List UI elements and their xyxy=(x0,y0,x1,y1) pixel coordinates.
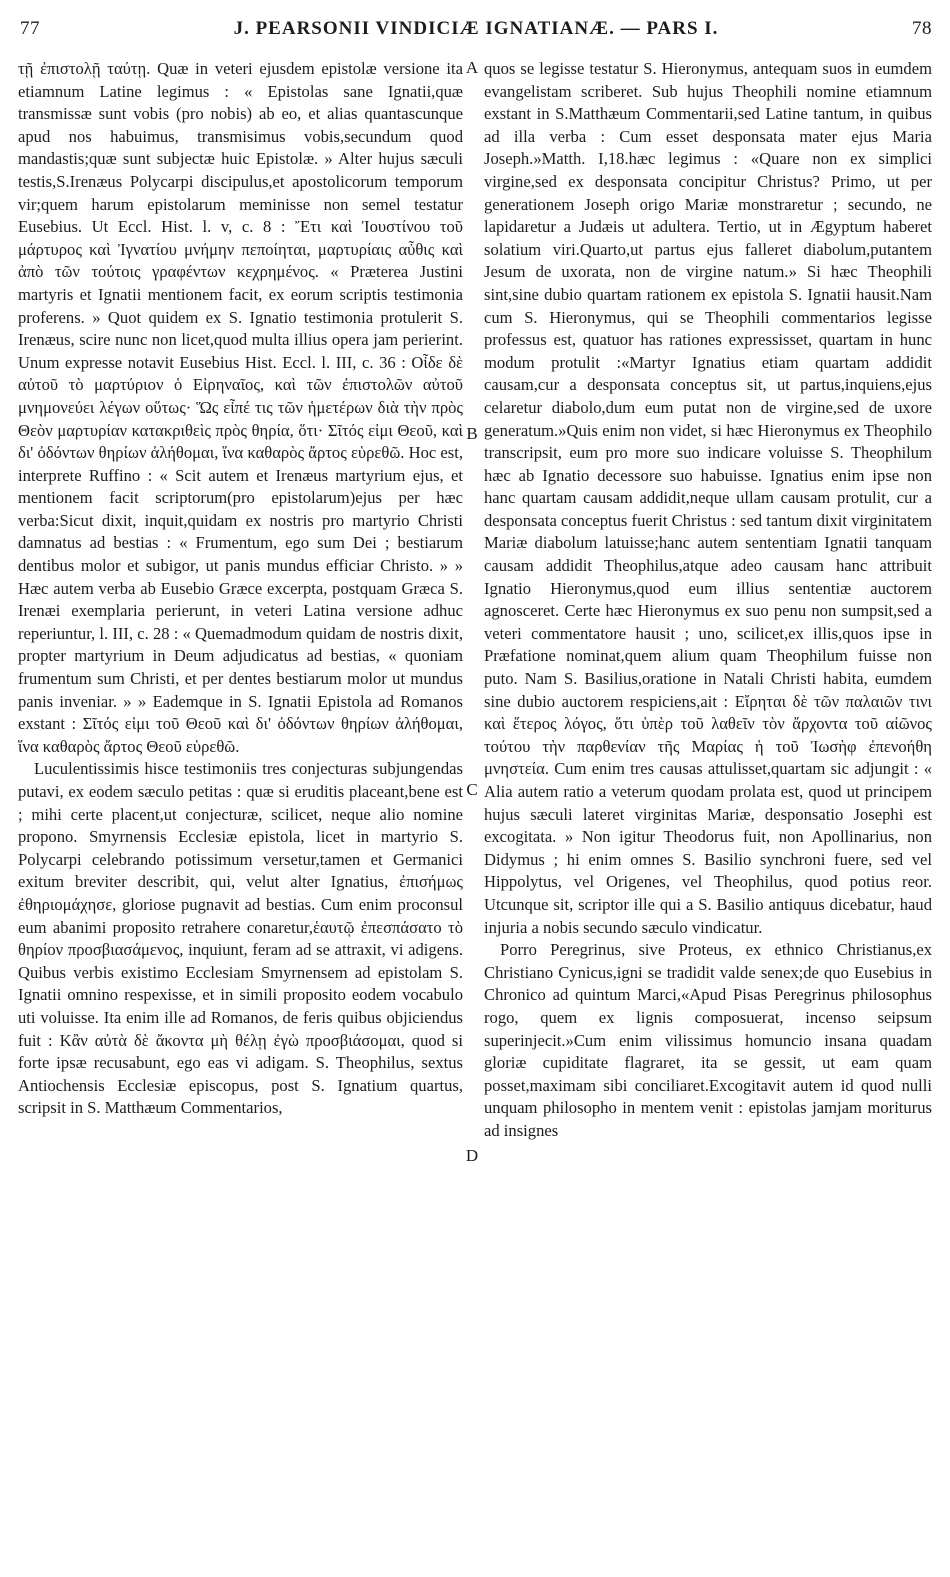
running-title: J. PEARSONII VINDICIÆ IGNATIANÆ. — PARS I. xyxy=(233,18,719,39)
right-paragraph-1: quos se legisse testatur S. Hieronymus, antequam suos in eumdem evangelistam scriberet. Sub hujus Theophili nomine etiamnum exstant in S.Matthæum Commentarii,sed Latine tantum, in quibus ad illa verba : Cum esset desponsata mater ejus Maria Joseph.»Matth. I,18.hæc legimus : «Quare non ex simplici virgine,sed ex desponsata concipitur Christus? Primo, ut per generationem Joseph origo Mariæ monstraretur ; secundo, ne lapidaretur a Judæis ut adultera. Tertio, ut in Ægyptum haberet solatium viri.Quarto,ut partus ejus falleret diabolum,putantem Jesum de uxorata, non de virgine natum.» Si hæc Theophili sint,sine dubio quartam rationem ex epistola S. Ignatii hausit.Nam cum S. Hieronymus, qui se Theophili commentarios legisse professus est, quatuor has rationes expressisset, quartam in hunc modum protulit :«Martyr Ignatius etiam quartam addidit causam,cur a desponsata conceptus sit, ut partus,inquiens,ejus celaretur diabolo,dum eum putat non de virgine,sed de uxore generatum.»Quis enim non videt, si hæc Hieronymus ex Theophilo transcripsit, eum pro more suo indicare voluisse S. Theophilum hæc ab Ignatio decessore suo habuisse. Ignatius enim ipse non hanc quartam causam addidit,neque ullam causam protulit, cur a desponsata conceptus fuerit Christus : sed tantum dixit virginitatem Mariæ diabolum latuisse;hanc autem sententiam Ignatii tanquam causam addidit Theophilus,atque adeo causam hanc attribuit Ignatio Hieronymus,quod eum illius sententiæ auctorem agnosceret. Certe hæc Hieronymus ex suo penu non sumpsit,sed a veteri commentatore hausit ; uno, scilicet,ex illis,quos ipse in Præfatione nominat,quem alium quam Theophilum fuisse non puto. Nam S. Basilius,oratione in Natali Christi habita, eumdem sine dubio auctorem respiciens,ait : Εἴρηται δὲ τῶν παλαιῶν τινι καὶ ἕτερος λόγος, ὅτι ὑπὲρ τοῦ λαθεῖν τὸν ἄρχοντα τοῦ αἰῶνος τούτου τὴν παρθενίαν τῆς Μαρίας ἡ τοῦ Ἰωσὴφ ἐπενοήθη μνηστεία. Cum enim tres causas attulisset,quartam sic adjungit : « Alia autem ratio a veterum quodam prolata est, quod ut principem hujus sæculi lateret virginitas Mariæ, desponsatio Josephi est excogitata. » Non igitur Theodorus fuit, non Apollinarius, non Didymus ; hi enim omnes S. Basilio synchroni fuere, sed vel Hippolytus, vel Origenes, vel Theophilus, quod potius reor. Utcunque sit, scriptor ille qui a S. Basilio antiquus dicebatur, haud injuria a nobis secundo sæculo vindicatur. xyxy=(484,59,932,937)
page-number-left: 77 xyxy=(20,18,40,39)
left-paragraph-1: τῇ ἐπιστολῇ ταύτῃ. Quæ in veteri ejusdem epistolæ versione ita etiamnum Latine legimus : « Epistolas sane Ignatii,quæ transmissæ sunt vobis (pro nobis) ab eo, et alias quantascunque apud nos habuimus, transmisimus vobis,secundum quod mandastis;quæ sunt subjectæ huic Epistolæ. » Alter hujus sæculi testis,S.Irenæus Polycarpi discipulus,et apostolicorum temporum vir;quem harum epistolarum meminisse non semel testatur Eusebius. Ut Eccl. Hist. l. v, c. 8 : Ἔτι καὶ Ἰουστίνου τοῦ μάρτυρος καὶ Ἰγνατίου μνήμην πεποίηται, μαρτυρίαις αὖθις καὶ ἀπὸ τῶν τούτοις γραφέντων κεχρημένος. « Præterea Justini martyris et Ignatii mentionem facit, ex eorum scriptis testimonia proferens. » Quot quidem ex S. Ignatio testimonia protulerit S. Irenæus, scire nunc non licet,quod multa illius opera jam perierint. Unum expresse notavit Eusebius Hist. Eccl. l. III, c. 36 : Οἶδε δὲ αὐτοῦ τὸ μαρτύριον ὁ Εἰρηναῖος, καὶ τῶν ἐπιστολῶν αὐτοῦ μνημονεύει λέγων οὕτως· Ὥς εἶπέ τις τῶν ἡμετέρων διὰ τὴν πρὸς Θεὸν μαρτυρίαν κατακριθεὶς πρὸς θηρία, ὅτι· Σῖτός εἰμι Θεοῦ, καὶ δι' ὀδόντων θηρίων ἀλήθομαι, ἵνα καθαρὸς ἄρτος εὑρεθῶ. Hoc est, interprete Ruffino : « Scit autem et Irenæus martyrium ejus, et mentionem facit scriptorum(pro epistolarum)ejus per hæc verba:Sicut dixit, inquit,quidam ex nostris pro martyrio Christi damnatus ad bestias : « Frumentum, ego sum Dei ; bestiarum dentibus molor et subigor, ut panis mundus efficiar Christo. » » Hæc autem verba ab Eusebio Græce excerpta, postquam Græca S. Irenæi exemplaria perierunt, in veteri Latina versione adhuc reperiuntur, l. III, c. 28 : « Quemadmodum quidam de nostris dixit, propter martyrium in Deum adjudicatus ad bestias, « quoniam frumentum sum Christi, et per dentes bestiarum molor ut mundus panis inveniar. » » Eademque in S. Ignatii Epistola ad Romanos exstant : Σῖτός εἰμι τοῦ Θεοῦ καὶ δι' ὀδόντων θηρίων ἀλήθομαι, ἵνα καθαρὸς ἄρτος Θεοῦ εὑρεθῶ. xyxy=(18,59,463,756)
margin-letter-d: D xyxy=(465,1146,479,1165)
margin-letter-c: C xyxy=(466,780,478,799)
page-header xyxy=(20,18,932,48)
right-paragraph-2: Porro Peregrinus, sive Proteus, ex ethnico Christianus,ex Christiano Cynicus,igni se tradidit valde senex;de quo Eusebius in Chronico ad quintum Marci,«Apud Pisas Peregrinus philosophus rogo, quem ex lignis composuerat, incenso seipsum superinjecit.»Cum enim vilissimus homuncio insana quadam gloriæ cupiditate flagraret, ita se gessit, ut eam quam posset,maximam sibi conciliaret.Excogitavit autem id quod nulli unquam philosopho in mentem venit : epistolas jamjam moriturus ad insignes xyxy=(484,940,932,1140)
right-column xyxy=(484,58,932,1143)
margin-letter-a: A xyxy=(465,58,479,77)
left-column xyxy=(18,58,463,1120)
left-paragraph-2: Luculentissimis hisce testimoniis tres conjecturas subjungendas putavi, ex eodem sæculo petitas : quæ si eruditis placeant,bene est ; mihi certe placent,ut conjecturæ, scilicet, neque alio nomine propono. Smyrnensis Ecclesiæ epistola, licet in martyrio S. Polycarpi celebrando potissimum versetur,tamen et Germanici exitum breviter describit, qui, velut alter Ignatius, ἐπισήμως ἐθηριομάχησε, gloriose pugnavit ad bestias. Cum enim proconsul eum abanimi proposito retrahere conaretur,ἑαυτῷ ἐπεσπάσατο τὸ θηρίον προσβιασάμενος, inquiunt, feram ad se attraxit, vi adigens. Quibus verbis existimo Ecclesiam Smyrnensem ad epistolam S. Ignatii omnino respexisse, et in simili proposito eodem vocabulo uti voluisse. Ita enim ille ad Romanos, de feris quibus objiciendus fuit : Κἂν αὐτὰ δὲ ἄκοντα μὴ θέλῃ ἐγὼ προσβιάσομαι, quod si forte ipsæ recusabunt, ego eas vi adigam. S. Theophilus, sextus Antiochensis Ecclesiæ episcopus, post S. Ignatium quartus, scripsit in S. Matthæum Commentarios, xyxy=(18,759,463,1118)
page-number-right: 78 xyxy=(912,18,932,39)
margin-letter-b: B xyxy=(466,424,478,443)
